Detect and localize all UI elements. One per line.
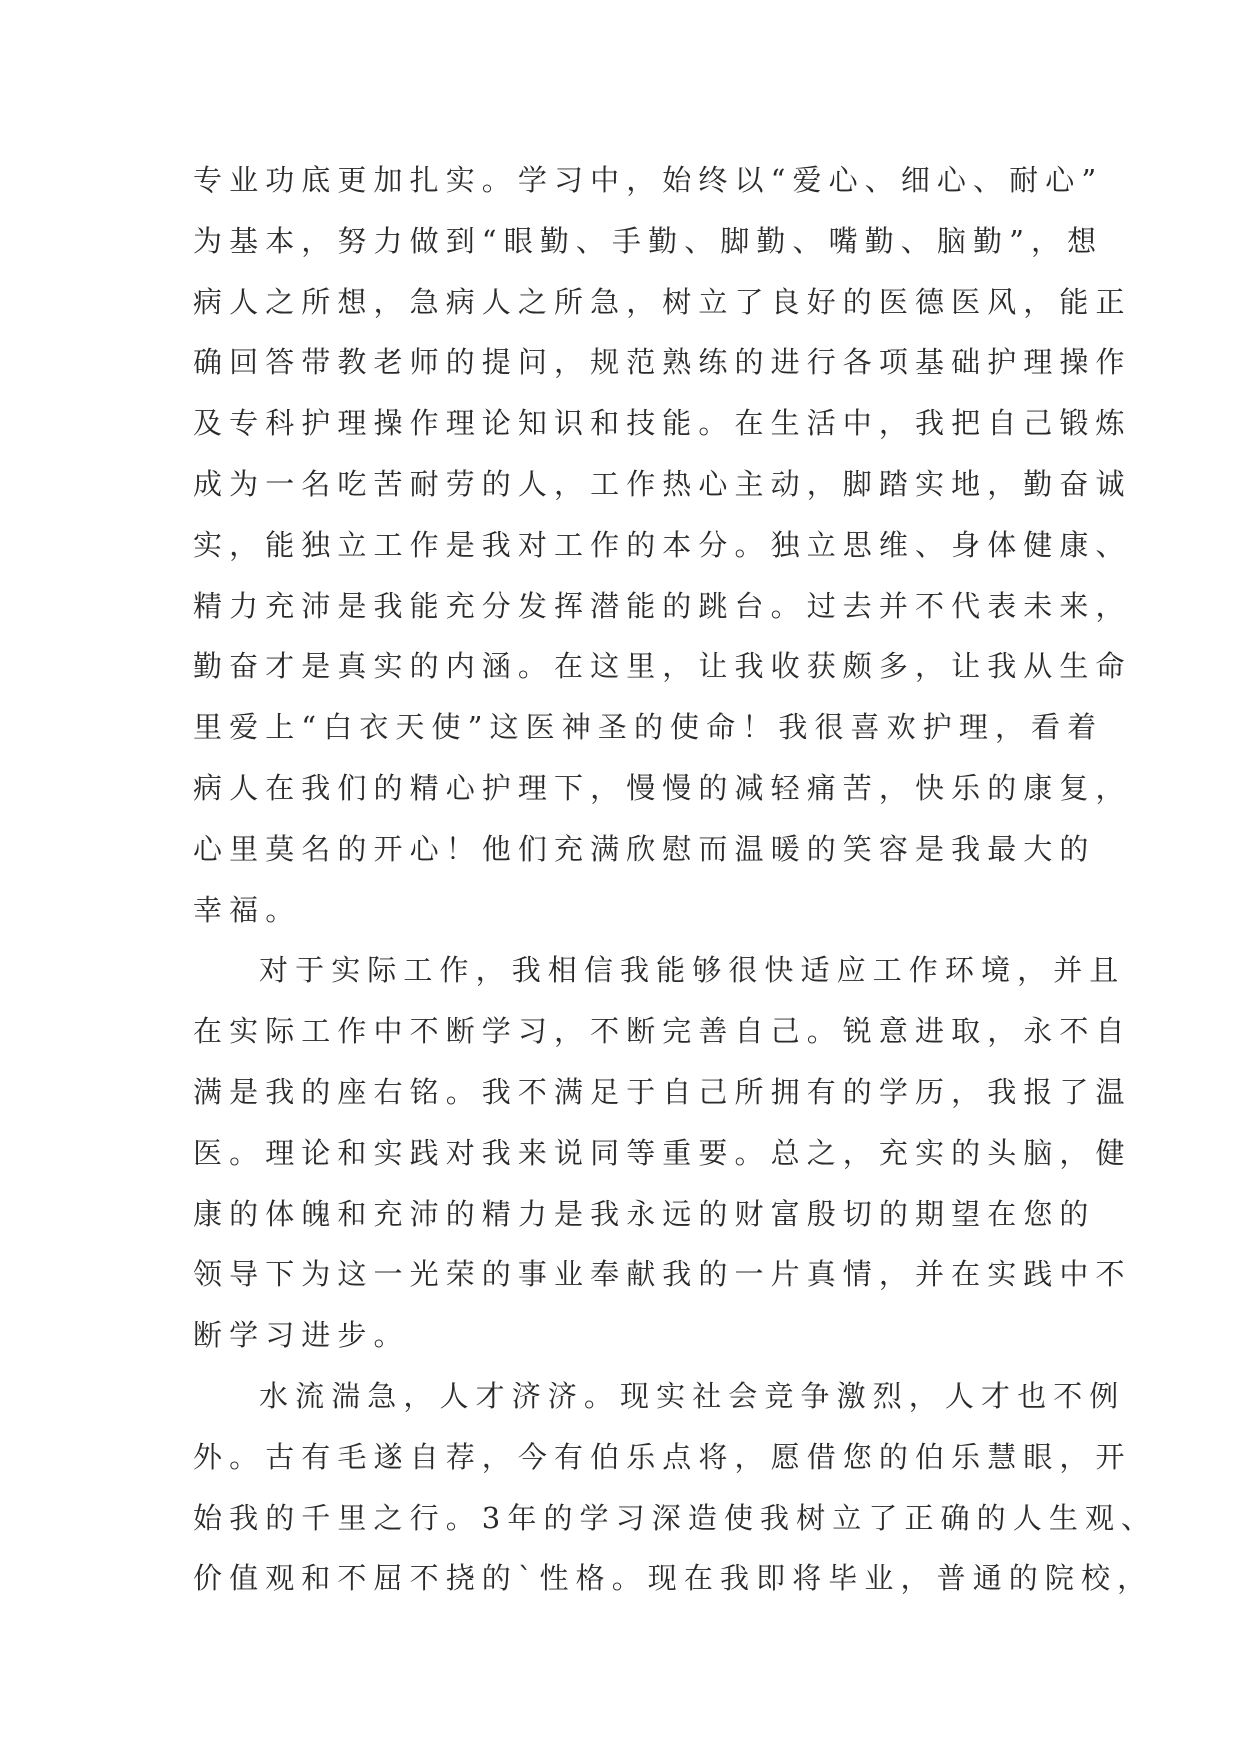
text-line: 确回答带教老师的提问，规范熟练的进行各项基础护理操作 <box>193 345 1132 380</box>
paragraph-first-line: 水流湍急，人才济济。现实社会竞争激烈，人才也不例 <box>259 1378 1126 1413</box>
text-line: 满是我的座右铭。我不满足于自己所拥有的学历，我报了温 <box>193 1074 1132 1109</box>
text-line: 始我的千里之行。3年的学习深造使我树立了正确的人生观、 <box>193 1500 1158 1535</box>
text-line: 在实际工作中不断学习，不断完善自己。锐意进取，永不自 <box>193 1014 1132 1049</box>
text-line: 幸福。 <box>193 892 302 927</box>
text-line: 价值观和不屈不挠的`性格。现在我即将毕业，普通的院校， <box>193 1561 1154 1596</box>
text-line: 勤奋才是真实的内涵。在这里，让我收获颇多，让我从生命 <box>193 649 1132 684</box>
text-line: 病人之所想，急病人之所急，树立了良好的医德医风，能正 <box>193 284 1132 319</box>
text-line: 领导下为这一光荣的事业奉献我的一片真情，并在实践中不 <box>193 1257 1132 1292</box>
text-line: 医。理论和实践对我来说同等重要。总之，充实的头脑，健 <box>193 1135 1132 1170</box>
paragraph-first-line: 对于实际工作，我相信我能够很快适应工作环境，并且 <box>259 953 1126 988</box>
text-line: 里爱上“白衣天使”这医神圣的使命！我很喜欢护理，看着 <box>193 710 1104 745</box>
text-line: 精力充沛是我能充分发挥潜能的跳台。过去并不代表未来， <box>193 588 1132 623</box>
text-line: 断学习进步。 <box>193 1318 410 1353</box>
text-line: 专业功底更加扎实。学习中，始终以“爱心、细心、耐心” <box>193 163 1104 197</box>
text-line: 为基本，努力做到“眼勤、手勤、脚勤、嘴勤、脑勤”，想 <box>193 223 1104 258</box>
text-line: 成为一名吃苦耐劳的人，工作热心主动，脚踏实地，勤奋诚 <box>193 466 1132 501</box>
text-line: 及专科护理操作理论知识和技能。在生活中，我把自己锻炼 <box>193 406 1132 441</box>
text-line: 病人在我们的精心护理下，慢慢的减轻痛苦，快乐的康复， <box>193 770 1132 805</box>
text-line: 外。古有毛遂自荐，今有伯乐点将，愿借您的伯乐慧眼，开 <box>193 1439 1132 1474</box>
text-line: 实，能独立工作是我对工作的本分。独立思维、身体健康、 <box>193 527 1132 562</box>
body-text <box>193 150 1158 1609</box>
text-line: 康的体魄和充沛的精力是我永远的财富殷切的期望在您的 <box>193 1196 1096 1231</box>
text-line: 心里莫名的开心！他们充满欣慰而温暖的笑容是我最大的 <box>193 831 1096 866</box>
